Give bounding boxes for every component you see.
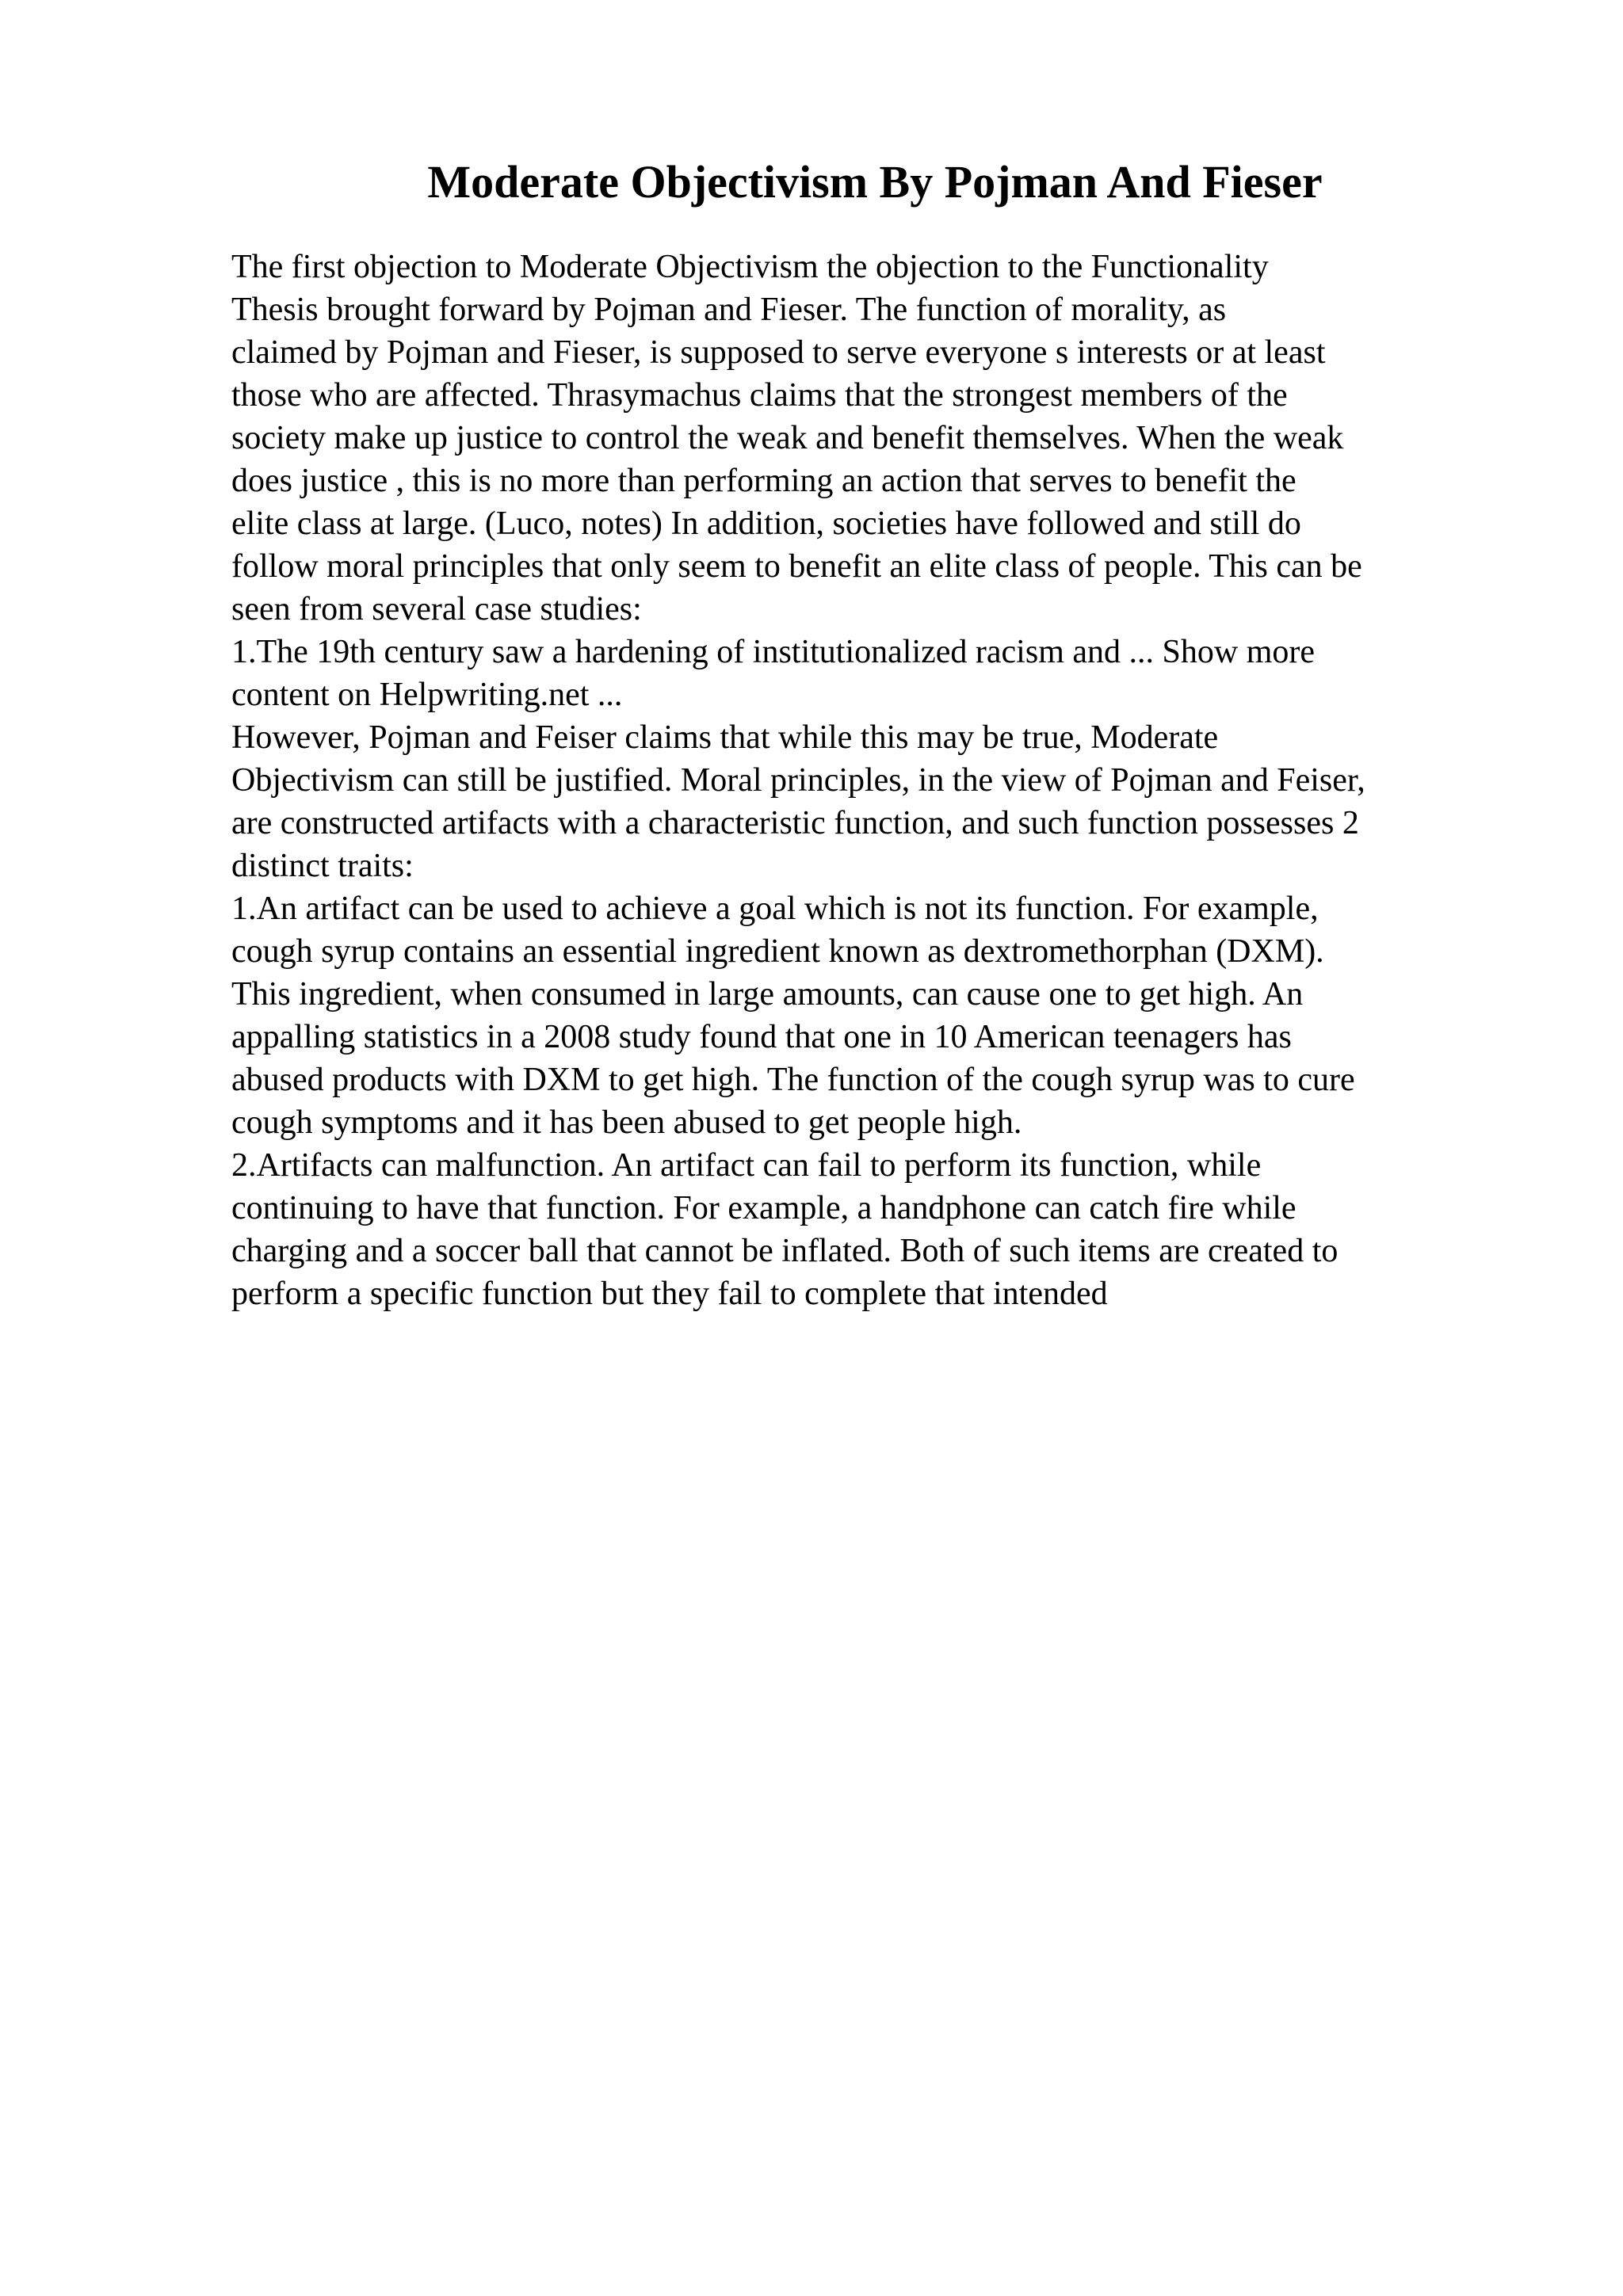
body-line: The first objection to Moderate Objectivism the objection to the Functionality [231,249,1269,285]
body-line: content on Helpwriting.net ... [231,677,623,713]
body-line: Thesis brought forward by Pojman and Fieser. The function of morality, as [231,292,1227,328]
body-line: does justice , this is no more than performing an action that serves to benefit the [231,463,1296,499]
body-line: are constructed artifacts with a characteristic function, and such function possesses 2 [231,805,1359,841]
body-line: society make up justice to control the weak and benefit themselves. When the weak [231,420,1344,456]
body-line: 1.An artifact can be used to achieve a goal which is not its function. For example, [231,891,1319,927]
body-line: elite class at large. (Luco, notes) In addition, societies have followed and still do [231,505,1301,542]
body-line: continuing to have that function. For example, a handphone can catch fire while [231,1190,1296,1226]
body-line: seen from several case studies: [231,591,642,627]
body-line: This ingredient, when consumed in large amounts, can cause one to get high. An [231,976,1304,1013]
body-line: cough syrup contains an essential ingredient known as dextromethorphan (DXM). [231,933,1324,970]
body-line: appalling statistics in a 2008 study found that one in 10 American teenagers has [231,1019,1292,1055]
body-line: perform a specific function but they fail to complete that intended [231,1276,1108,1312]
body-line: distinct traits: [231,848,414,884]
body-line: 2.Artifacts can malfunction. An artifact can fail to perform its function, while [231,1147,1262,1184]
document-title: Moderate Objectivism By Pojman And Fieser [427,156,1323,208]
body-line: claimed by Pojman and Fieser, is supposed to serve everyone s interests or at least [231,334,1326,371]
body-line: those who are affected. Thrasymachus claims that the strongest members of the [231,377,1288,414]
body-line: cough symptoms and it has been abused to get people high. [231,1104,1022,1141]
body-line: Objectivism can still be justified. Moral principles, in the view of Pojman and Feiser, [231,762,1365,799]
body-line: charging and a soccer ball that cannot be inflated. Both of such items are created to [231,1233,1338,1269]
body-line: 1.The 19th century saw a hardening of institutionalized racism and ... Show more [231,634,1315,670]
document-body [231,246,1515,1315]
body-line: However, Pojman and Feiser claims that while this may be true, Moderate [231,719,1219,756]
body-line: abused products with DXM to get high. The function of the cough syrup was to cure [231,1062,1355,1098]
body-line: follow moral principles that only seem to benefit an elite class of people. This can be [231,548,1362,585]
